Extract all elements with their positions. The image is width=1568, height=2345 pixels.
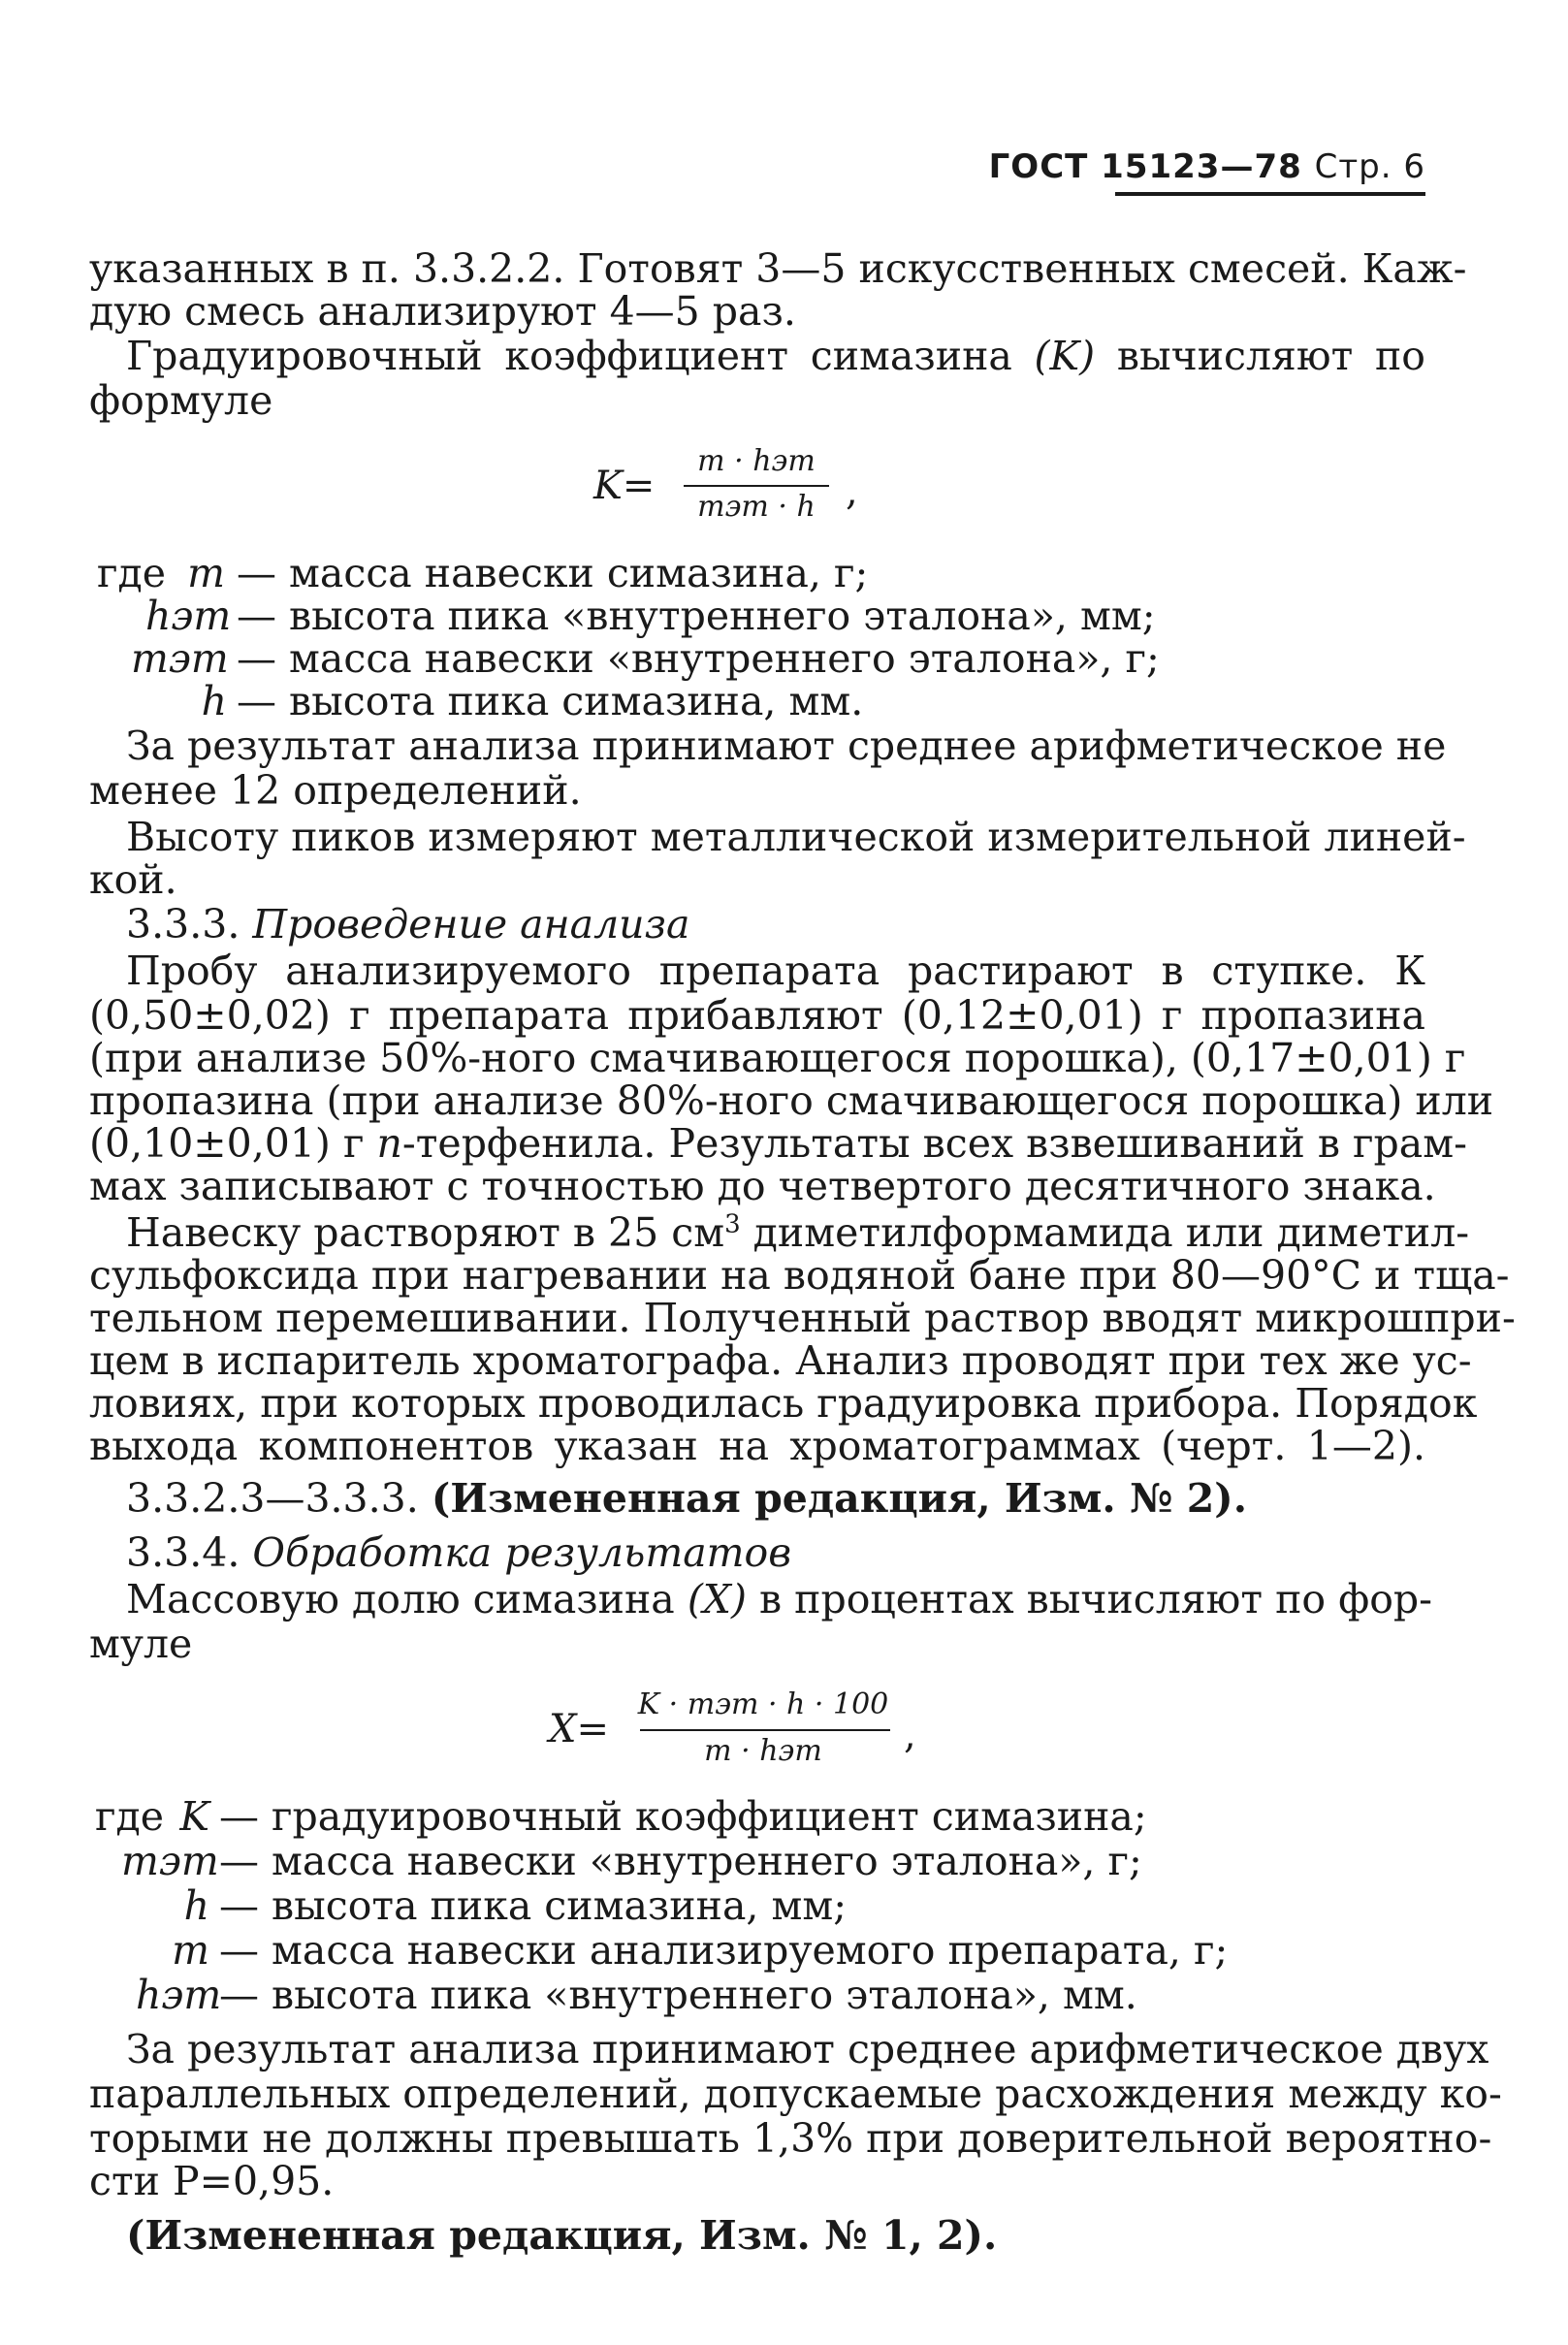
text-line: торыми не должны превышать 1,3% при доверительной вероятно- <box>89 2115 1492 2162</box>
symbol-X: (X) <box>687 1576 747 1622</box>
text-line: За результат анализа принимают среднее арифметическое двух <box>126 2026 1489 2072</box>
text-line: выхода компонентов указан на хроматограммах (черт. 1—2). <box>89 1423 1425 1469</box>
text-line: (0,50±0,02) г препарата прибавляют (0,12±0,01) г пропазина <box>89 992 1425 1039</box>
section-heading: 3.3.4. Обработка результатов <box>126 1529 792 1576</box>
fraction-bar <box>640 1729 890 1731</box>
text-line: цем в испаритель хроматографа. Анализ проводят при тех же ус- <box>89 1337 1472 1384</box>
symbol-K: (K) <box>1034 333 1096 379</box>
text-line: ловиях, при которых проводилась градуировка прибора. Порядок <box>89 1380 1478 1427</box>
text-line: сти P=0,95. <box>89 2158 335 2204</box>
formula-denominator: mэт · h <box>697 490 816 524</box>
text-line: Пробу анализируемого препарата растирают в ступке. К <box>126 948 1425 994</box>
text-line: (при анализе 50%-ного смачивающегося порошка), (0,17±0,01) г <box>89 1035 1466 1081</box>
text-line: дую смесь анализируют 4—5 раз. <box>89 288 796 335</box>
gost-number: ГОСТ 15123—78 <box>988 147 1302 186</box>
text-line: формуле <box>89 377 273 424</box>
amendment-note: (Измененная редакция, Изм. № 1, 2). <box>126 2212 998 2259</box>
text-line: За результат анализа принимают среднее арифметическое не <box>126 723 1447 769</box>
formula-numerator: m · hэт <box>697 444 816 478</box>
document-page: ГОСТ 15123—78 Стр. 6 указанных в п. 3.3.2.2. Готовят 3—5 искусственных смесей. Каж- дую смесь анализируют 4—5 раз. Градуировочный коэффициент симазина (K) вычисляют по формуле K= m · hэт mэт · h , где m — масса навески симазина, г; hэт — высота пика «внутреннего эталона», мм; mэт — масса навески «внутреннего эталона», г; h — высота пика симазина, мм. За результат анализа принимают среднее арифметическое не менее 12 определений. Высоту пиков измеряют металлической измерительной линей- кой. 3.3.3. Проведение анализа Пробу анализируемого препарата растирают в ступке. К (0,50±0,02) г препарата прибавляют (0,12±0,01) г пропазина (при анализе 50%-ного смачивающегося порошка), (0,17±0,01) г пропазина (при анализе 80%-ного смачивающегося порошка) или (0,10±0,01) г n-терфенила. Результаты всех взвешиваний в грам- мах записывают с точностью до четвертого десятичного знака. Навеску растворяют в 25 $см^3$ диметилформамида или диметил- сульфоксида при нагревании на водяной бане при 80—90°С и тща- тельном перемешивании. Полученный раствор вводят микрошпри- цем в испаритель хроматографа. Анализ проводят при тех же ус- ловиях, при которых проводилась градуировка прибора. Порядок выхода компонентов указан на хроматограммах (черт. 1—2). 3.3.2.3—3.3.3. (Измененная редакция, Изм. № 2). 3.3.4. Обработка результатов Массовую долю симазина (X) в процентах вычисляют по фор- муле X= K · mэт · h · 100 m · hэт , где K — градуировочный коэффициент симазина; mэт — масса навески «внутреннего эталона», г; h — высота пика симазина, мм; m — масса навески анализируемого препарата, г; hэт — высота пика «внутреннего эталона», мм. За результат анализа принимают среднее арифметическое двух параллельных определений, допускаемые расхождения между ко- торыми не должны превышать 1,3% при доверительной вероятно- сти P=0,95. (Измененная редакция, Изм. № 1, 2). <box>89 147 1516 2259</box>
text-line: кой. <box>89 856 177 903</box>
text-line: Градуировочный коэффициент симазина (K) вычисляют по <box>126 333 1425 379</box>
text-line: указанных в п. 3.3.2.2. Готовят 3—5 искусственных смесей. Каж- <box>89 245 1467 292</box>
text-line: Высоту пиков измеряют металлической измерительной линей- <box>126 814 1466 860</box>
amendment-note: 3.3.2.3—3.3.3. (Измененная редакция, Изм. № 2). <box>126 1475 1247 1522</box>
formula-denominator: m · hэт <box>704 1734 822 1768</box>
text-line: Массовую долю симазина (X) в процентах вычисляют по фор- <box>126 1576 1433 1622</box>
text-line: Навеску растворяют в 25 $см^3$ диметилформамида или диметил- <box>126 1209 1470 1256</box>
text-line: параллельных определений, допускаемые расхождения между ко- <box>89 2071 1502 2117</box>
text-line: (0,10±0,01) г n-терфенила. Результаты всех взвешиваний в грам- <box>89 1120 1467 1167</box>
formula-numerator: K · mэт · h · 100 <box>637 1687 889 1721</box>
page-number: Стр. 6 <box>1314 147 1425 186</box>
text-line: муле <box>89 1621 193 1667</box>
fraction-bar <box>684 485 829 487</box>
page-header <box>970 147 1425 186</box>
text-line: менее 12 определений. <box>89 767 582 814</box>
text-line: сульфоксида при нагревании на водяной бане при 80—90°С и тща- <box>89 1252 1510 1299</box>
section-heading: 3.3.3. Проведение анализа <box>126 901 690 948</box>
text-line: мах записывают с точностью до четвертого десятичного знака. <box>89 1163 1436 1209</box>
text-line: тельном перемешивании. Полученный раствор вводят микрошпри- <box>89 1295 1516 1341</box>
text-line: пропазина (при анализе 80%-ного смачивающегося порошка) или <box>89 1077 1494 1124</box>
header-rule <box>1115 192 1425 196</box>
